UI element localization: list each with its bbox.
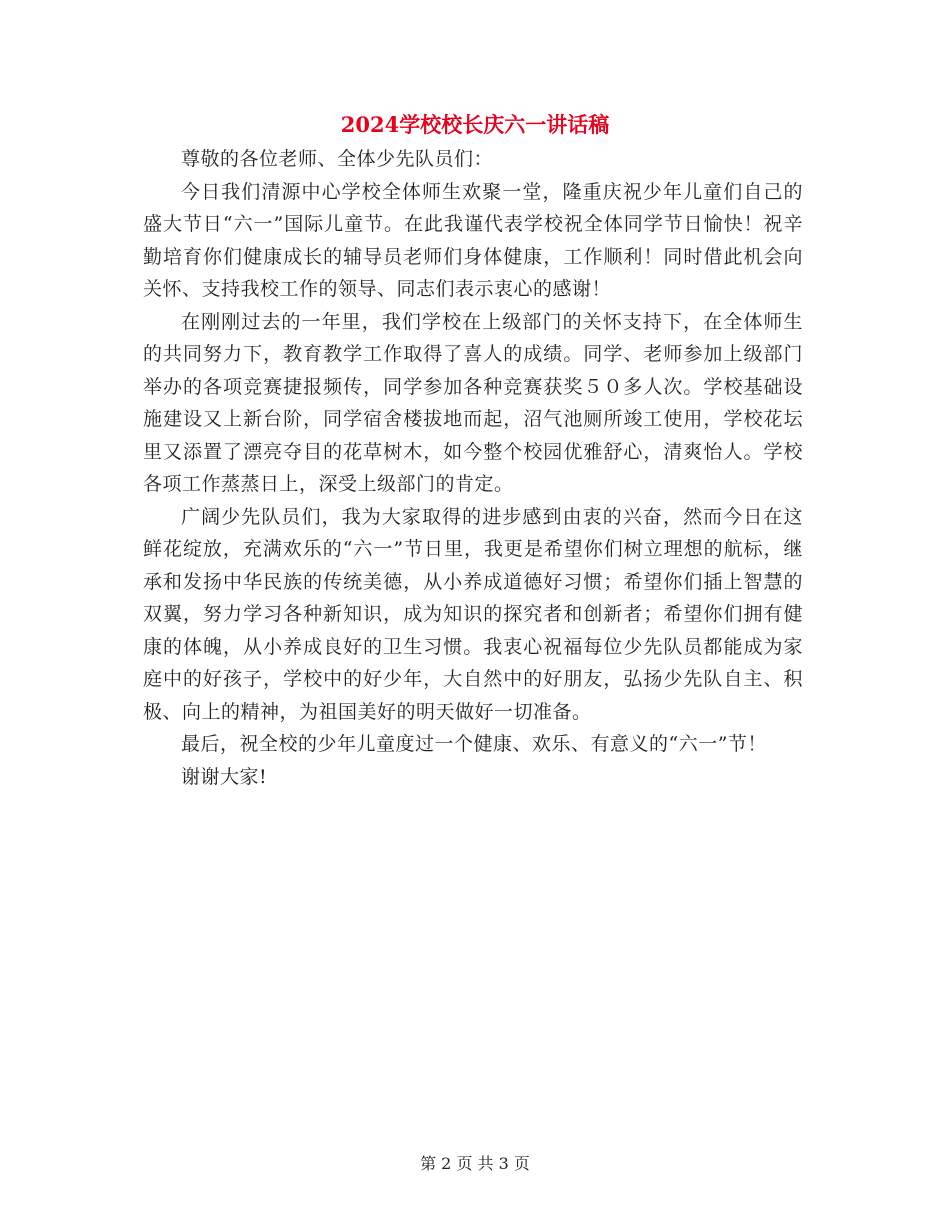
salutation-paragraph: 尊敬的各位老师、全体少先队员们： xyxy=(181,148,494,170)
achievements-paragraph: 在刚刚过去的一年里，我们学校在上级部门的关怀支持下，在全体师生的共同努力下，教育教学工作取得了喜人的成绩。同学、老师参加上级部门举办的各项竞赛捷报频传，同学参加各种竞赛获奖５０多人次。学校基础设施建设又上新台阶，同学宿舍楼拔地而起，沼气池厕所竣工使用，学校花坛里又添置了漂亮夺目的花草树木，如今整个校园优雅舒心，清爽怡人。学校各项工作蒸蒸日上，深受上级部门的肯定。 xyxy=(143,310,803,495)
document-title: 2024学校校长庆六一讲话稿 xyxy=(340,112,610,137)
opening-paragraph: 今日我们清源中心学校全体师生欢聚一堂，隆重庆祝少年儿童们自己的盛大节日“六一”国际儿童节。在此我谨代表学校祝全体同学节日愉快！祝辛勤培育你们健康成长的辅导员老师们身体健康，工作顺利！同时借此机会向关怀、支持我校工作的领导、同志们表示衷心的感谢！ xyxy=(143,180,803,300)
thanks-paragraph: 谢谢大家! xyxy=(181,765,268,788)
wishes-paragraph: 广阔少先队员们，我为大家取得的进步感到由衷的兴奋，然而今日在这鲜花绽放，充满欢乐的“六一”节日里，我更是希望你们树立理想的航标，继承和发扬中华民族的传统美德，从小养成道德好习惯；希望你们插上智慧的双翼，努力学习各种新知识，成为知识的探究者和创新者；希望你们拥有健康的体魄，从小养成良好的卫生习惯。我衷心祝福每位少先队员都能成为家庭中的好孩子，学校中的好少年，大自然中的好朋友，弘扬少先队自主、积极、向上的精神，为祖国美好的明天做好一切准备。 xyxy=(143,505,803,723)
document-body xyxy=(143,143,803,793)
page-number-footer: 第 2 页 共 3 页 xyxy=(420,1154,530,1173)
closing-paragraph: 最后，祝全校的少年儿童度过一个健康、欢乐、有意义的“六一”节！ xyxy=(181,733,767,755)
